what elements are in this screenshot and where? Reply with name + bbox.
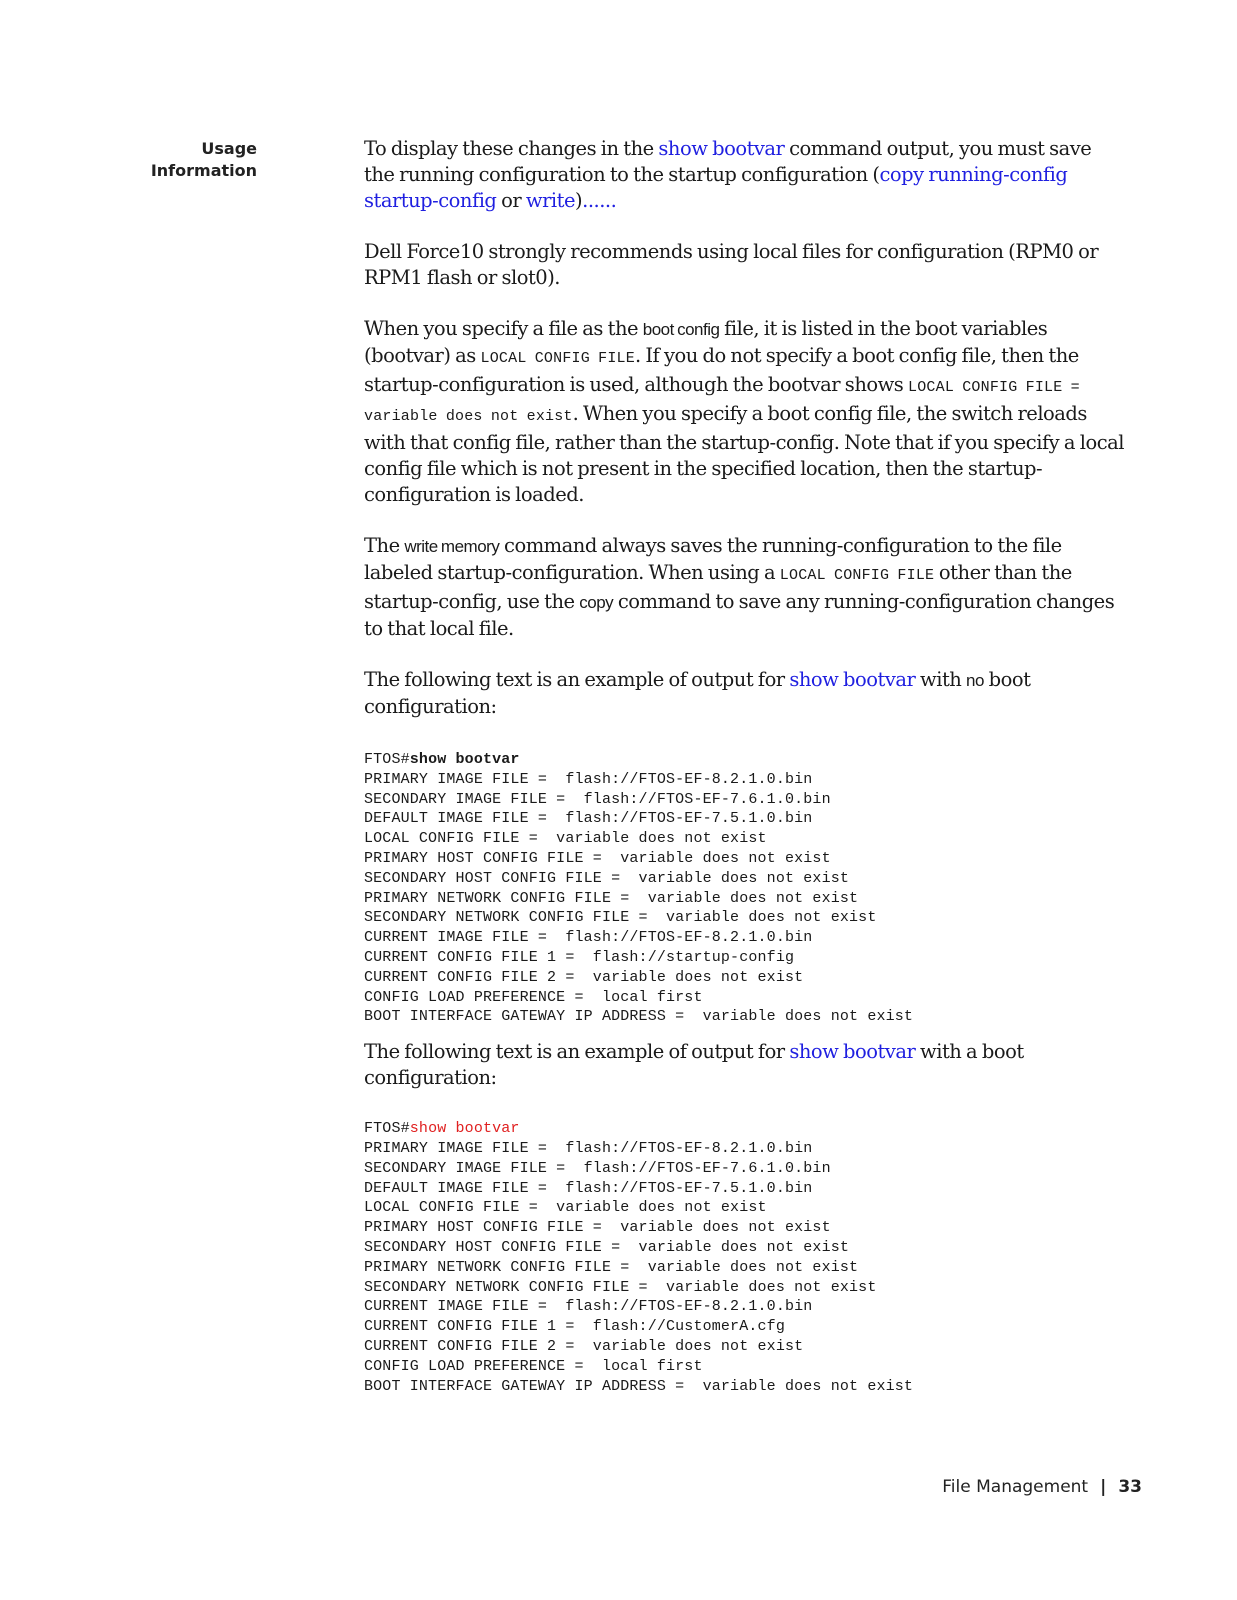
text: When you specify a file as the (364, 317, 643, 340)
text: command output, you must save the running configuration to the startup configuration ( (364, 137, 1092, 186)
page-footer (900, 1477, 1142, 1497)
page-number: 33 (1118, 1477, 1142, 1497)
write-memory-term: write memory (404, 537, 500, 556)
text: with a boot configuration: (364, 1040, 1024, 1090)
cli-command: show bootvar (409, 1120, 520, 1138)
paragraph-example-no-boot (364, 667, 1124, 720)
text: ) (575, 189, 583, 212)
cli-command: show bootvar (409, 751, 520, 768)
write-link[interactable]: write (525, 189, 576, 212)
no-term: no (966, 671, 984, 690)
main-content (364, 136, 1124, 1408)
paragraph-recommendation: Dell Force10 strongly recommends using local files for configuration (RPM0 or RPM1 flash or slot0). (364, 240, 1099, 289)
text: The (364, 534, 405, 557)
cli-prompt: FTOS# (364, 751, 410, 768)
ellipsis-link[interactable]: ...... (582, 189, 617, 212)
heading-line-2: Information (150, 161, 257, 180)
show-bootvar-link[interactable]: show bootvar (658, 137, 785, 160)
cli-output: PRIMARY IMAGE FILE = flash://FTOS-EF-8.2.1.0.bin SECONDARY IMAGE FILE = flash://FTOS-EF-7.6.1.0.bin DEFAULT IMAGE FILE = flash://FTOS-EF-7.5.1.0.bin LOCAL CONFIG FILE = variable does not exist PRIMARY HOST CONFIG FILE = variable does not exist SECONDARY HOST CONFIG FILE = variable does not exist PRIMARY NETWORK CONFIG FILE = variable does not exist SECONDARY NETWORK CONFIG FILE = variable does not exist CURRENT IMAGE FILE = flash://FTOS-EF-8.2.1.0.bin CURRENT CONFIG FILE 1 = flash://CustomerA.cfg CURRENT CONFIG FILE 2 = variable does not exist CONFIG LOAD PREFERENCE = local first BOOT INTERFACE GATEWAY IP ADDRESS = variable does not exist (364, 1139, 914, 1395)
cli-output: PRIMARY IMAGE FILE = flash://FTOS-EF-8.2.1.0.bin SECONDARY IMAGE FILE = flash://FTOS-EF-7.6.1.0.bin DEFAULT IMAGE FILE = flash://FTOS-EF-7.5.1.0.bin LOCAL CONFIG FILE = variable does not exist PRIMARY HOST CONFIG FILE = variable does not exist SECONDARY HOST CONFIG FILE = variable does not exist PRIMARY NETWORK CONFIG FILE = variable does not exist SECONDARY NETWORK CONFIG FILE = variable does not exist CURRENT IMAGE FILE = flash://FTOS-EF-8.2.1.0.bin CURRENT CONFIG FILE 1 = flash://startup-config CURRENT CONFIG FILE 2 = variable does not exist CONFIG LOAD PREFERENCE = local first BOOT INTERFACE GATEWAY IP ADDRESS = variable does not exist (364, 770, 914, 1026)
text: or (496, 189, 526, 212)
text: . When you specify a boot config file, the switch reloads with that config file, rather than the startup-config. Note that if you specify a local config file which is not present in the specified location, then the startup-configuration is loaded. (364, 402, 1124, 506)
text: command always saves the running-configuration to the file labeled startup-configuration. When using a (364, 534, 1062, 584)
text: boot configuration: (364, 668, 1031, 718)
paragraph-boot-config (364, 316, 1124, 508)
text: file, it is listed in the boot variables (bootvar) as (364, 317, 1048, 367)
local-config-file-term: LOCAL CONFIG FILE (480, 350, 635, 367)
paragraph-write-memory (364, 533, 1124, 642)
text: The following text is an example of output for (364, 1040, 790, 1064)
text: other than the startup-config, use the (364, 561, 1072, 613)
usage-information-heading (100, 138, 257, 182)
footer-section-title: File Management (942, 1477, 1089, 1497)
footer-separator: | (1100, 1477, 1107, 1497)
boot-config-term: boot config (642, 320, 720, 339)
paragraph-example-boot (364, 1039, 1124, 1091)
code-example-boot (364, 1119, 1124, 1396)
text: To display these changes in the (364, 137, 659, 160)
copy-running-config-link[interactable]: copy running-config startup-config (364, 163, 1068, 212)
local-config-file-term: LOCAL CONFIG FILE (779, 567, 935, 584)
show-bootvar-link[interactable]: show bootvar (789, 668, 916, 691)
paragraph-save-changes (364, 136, 1124, 214)
text: command to save any running-configuration changes to that local file. (364, 590, 1115, 640)
cli-prompt: FTOS# (364, 1120, 410, 1138)
copy-term: copy (579, 593, 614, 612)
code-example-no-boot (364, 750, 1124, 1027)
heading-line-1: Usage (201, 139, 257, 158)
text: with (915, 668, 967, 691)
local-config-file-value: LOCAL CONFIG FILE = variable does not exist (364, 379, 1080, 425)
text: The following text is an example of output for (364, 668, 790, 691)
show-bootvar-link[interactable]: show bootvar (789, 1040, 916, 1064)
text: . If you do not specify a boot config file, then the startup-configuration is used, although the bootvar shows (364, 344, 1079, 396)
